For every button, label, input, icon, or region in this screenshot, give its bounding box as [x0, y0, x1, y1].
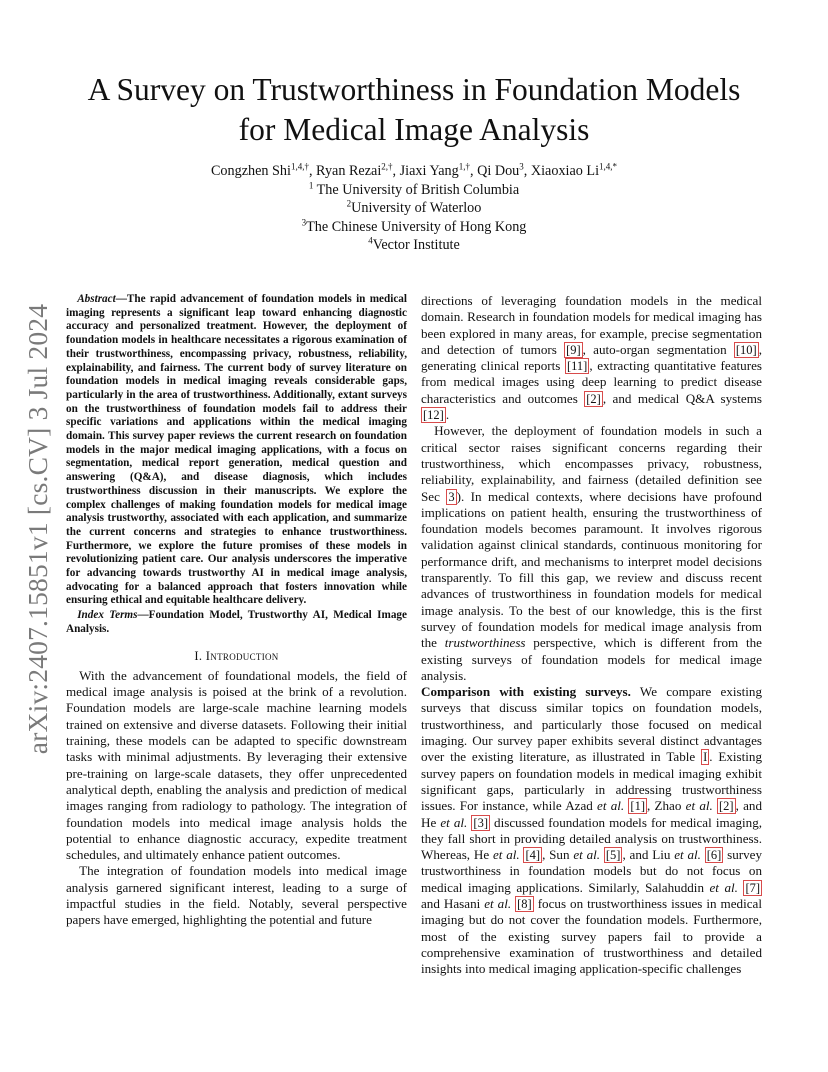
affiliation-name: The University of British Columbia — [313, 181, 520, 198]
emphasis: et al. — [573, 847, 601, 863]
paragraph: The integration of foundation models into medical image analysis garnered significant interest, leading to a surge of impactful studies in the field. Notably, several perspective papers have emerged, highlighting the potential and future — [66, 863, 407, 928]
citation-link[interactable]: [11] — [566, 359, 588, 374]
author-name: , Ryan Rezai — [308, 163, 382, 179]
citation-link[interactable]: [1] — [630, 799, 645, 814]
citation-link[interactable]: [2] — [586, 391, 601, 406]
affiliation-marker: 2 — [346, 198, 352, 209]
text-run: . Existing survey papers on foundation models in medical imaging exhibit significant gaps, particularly in addressing trustworthiness issues. For instance, while Azad — [421, 749, 762, 814]
text-run: , Zhao — [647, 798, 686, 814]
citation-link[interactable]: [3] — [473, 815, 488, 830]
text-run: focus on trustworthiness issues in medical imaging but do not cover the foundation models. Furthermore, most of the existing survey papers fail to provide a comprehensive examination of trustworthiness and detailed insights into medical imaging application-specific challenges — [421, 895, 762, 977]
emphasis: et al. — [674, 847, 701, 863]
affiliation — [100, 236, 728, 255]
author-name: , Qi Dou — [470, 163, 520, 179]
citation-link[interactable]: [9] — [566, 342, 581, 357]
title-line-2: for Medical Image Analysis — [238, 112, 590, 147]
text-run: directions of leveraging foundation models in the medical domain. Research in foundation models for medical imaging has been explored in many areas, for example, precise segmentation and detection of tumors — [421, 293, 762, 357]
text-run: , and Liu — [622, 847, 675, 863]
author-name: , Xiaoxiao Li — [523, 163, 600, 179]
author-affil-marker: 3 — [519, 161, 524, 172]
citation-link[interactable]: [10] — [735, 342, 757, 357]
arxiv-side-label — [18, 303, 58, 755]
author-affil-marker: 1,4,† — [290, 161, 309, 172]
author-name: Congzhen Shi — [210, 163, 291, 179]
index-terms — [66, 609, 407, 636]
author-block — [100, 162, 728, 255]
affiliation-marker: 4 — [368, 235, 373, 246]
affiliation-marker: 1 — [308, 179, 314, 190]
author-list — [100, 162, 728, 181]
emphasis: trustworthiness — [444, 635, 526, 651]
paragraph — [421, 293, 762, 423]
text-run: and Hasani — [421, 895, 485, 911]
right-column — [421, 293, 762, 977]
affiliation-marker: 3 — [301, 216, 307, 227]
abstract-label: Abstract — [77, 293, 116, 305]
author-affil-marker: 2,† — [381, 161, 393, 172]
citation-link[interactable]: [4] — [525, 848, 541, 863]
run-in-heading: Comparison with existing surveys. — [421, 684, 631, 700]
author-affil-marker: 1,† — [458, 161, 470, 172]
citation-link[interactable]: [12] — [423, 408, 444, 423]
author-affil-marker: 1,4,* — [599, 161, 618, 172]
text-run: However, the deployment of foundation models in such a critical sector raises significant concerns regarding their trustworthiness, which encompasses privacy, robustness, reliability, explainability, and fairness (detailed definition see Sec — [421, 423, 762, 504]
abstract — [66, 293, 407, 608]
paragraph — [421, 423, 762, 684]
text-run: , auto-organ segmentation — [582, 341, 734, 357]
affiliation — [100, 199, 728, 218]
section-link[interactable]: 3 — [448, 489, 455, 504]
emphasis: et al. — [597, 798, 625, 814]
citation-link[interactable]: [2] — [719, 799, 734, 814]
text-run: , extracting quantitative features from medical images using deep learning to predict disease characteristics and outcomes — [421, 358, 762, 406]
index-terms-text: —Foundation Model, Trustworthy AI, Medical Image Analysis. — [66, 609, 407, 635]
citation-link[interactable]: [6] — [706, 848, 722, 863]
title-line-1: A Survey on Trustworthiness in Foundation Models — [87, 72, 741, 107]
affiliation-name: The Chinese University of Hong Kong — [306, 218, 527, 235]
affiliation — [100, 218, 728, 237]
section-heading: I. Introduction — [194, 648, 279, 663]
text-run: perspective, which is different from the existing surveys of foundation models for medical image analysis. — [421, 635, 762, 683]
citation-link[interactable]: [7] — [745, 880, 761, 895]
citation-link[interactable]: [8] — [517, 896, 532, 911]
index-terms-label: Index Terms — [77, 609, 138, 622]
emphasis: et al. — [685, 798, 713, 814]
text-run: ). In medical contexts, where decisions have profound implications on patient health, ensuring the trustworthiness of foundation models becomes paramount. It involves rigorous validation against clinical standards, continuous monitoring for performance drift, and mechanisms to interpret model decisions transparently. To fill this gap, we review and discuss recent advances of trustworthiness in foundation models for medical image analysis. To the best of our knowledge, this is the first survey of foundation models for medical image analysis from the — [421, 488, 762, 651]
text-run: We compare existing surveys that discuss similar topics on foundation models, trustworthiness, and particularly those focused on medical imaging. Our survey paper exhibits several distinct advantages over the existing literature, as illustrated in Table — [421, 684, 762, 765]
emphasis: et al. — [709, 879, 738, 895]
table-link[interactable]: I — [703, 750, 708, 765]
affiliation-name: Vector Institute — [372, 237, 460, 253]
paper-title — [40, 70, 788, 150]
paragraph: With the advancement of foundational models, the field of medical image analysis is poised at the brink of a revolution. Foundation models are large-scale machine learning models trained on extensive and diverse datasets. Following their initial training, these models can be adapted to specific downstream tasks with minimal adjustments. By leveraging their extensive pre-training on large-scale datasets, they offer unprecedented analytical depth, enabling the analysis and prediction of medical images ranging from radiology to pathology. The integration of foundation models into medical image analysis holds the potential to enhance diagnostic accuracy, expedite treatment schedules, and ultimately enhance patient outcomes. — [66, 667, 407, 863]
arxiv-identifier: arXiv:2407.15851v1 [cs.CV] 3 Jul 2024 — [22, 303, 53, 755]
text-run: discussed foundation models for medical imaging, they fall short in providing detailed analysis on trustworthiness. Whereas, He — [421, 814, 763, 863]
text-run: . — [445, 407, 450, 423]
emphasis: et al. — [492, 847, 520, 863]
affiliation-name: University of Waterloo — [351, 200, 482, 216]
citation-link[interactable]: [5] — [605, 848, 621, 863]
author-name: , Jiaxi Yang — [392, 163, 459, 179]
emphasis: et al. — [440, 814, 468, 830]
abstract-text: —The rapid advancement of foundation models in medical imaging represents a significant leap toward enhancing diagnostic accuracy and personalized treatment. However, the deployment of foundation models in healthcare necessitates a rigorous examination of their trustworthiness, encompassing privacy, robustness, reliability, explainability, and fairness. The current body of survey literature on foundation models in medical imaging reveals considerable gaps, particularly in the area of trustworthiness. Additionally, extant surveys on the trustworthiness of foundation models fail to address their specific variations and applications within the medical imaging domain. This survey paper reviews the current research on foundation models in the major medical imaging applications, with a focus on segmentation, medical report generation, medical question and answering (Q&A), and disease diagnosis, which includes trustworthiness discussion in their manuscripts. We explore the complex challenges of making foundation models for medical image analysis trustworthy, associated with each application, and summarize the current concerns and strategies to enhance trustworthiness. Furthermore, we explore the future promises of these models in revolutionizing patient care. Our analysis underscores the imperative for advancing towards trustworthy AI in medical image analysis, advocating for a balanced approach that fosters innovation while ensuring ethical and equitable healthcare delivery. — [66, 293, 407, 607]
left-column — [66, 293, 407, 929]
affiliation — [100, 181, 728, 200]
text-run: , Sun — [542, 847, 574, 863]
text-run: survey trustworthiness in foundation models but do not focus on medical imaging applications. Similarly, Salahuddin — [421, 847, 763, 895]
text-run: , and medical Q&A systems — [602, 390, 762, 406]
paragraph — [421, 684, 762, 977]
text-run: , generating clinical reports — [421, 341, 762, 374]
emphasis: et al. — [484, 895, 512, 911]
text-run: , and He — [421, 798, 762, 830]
